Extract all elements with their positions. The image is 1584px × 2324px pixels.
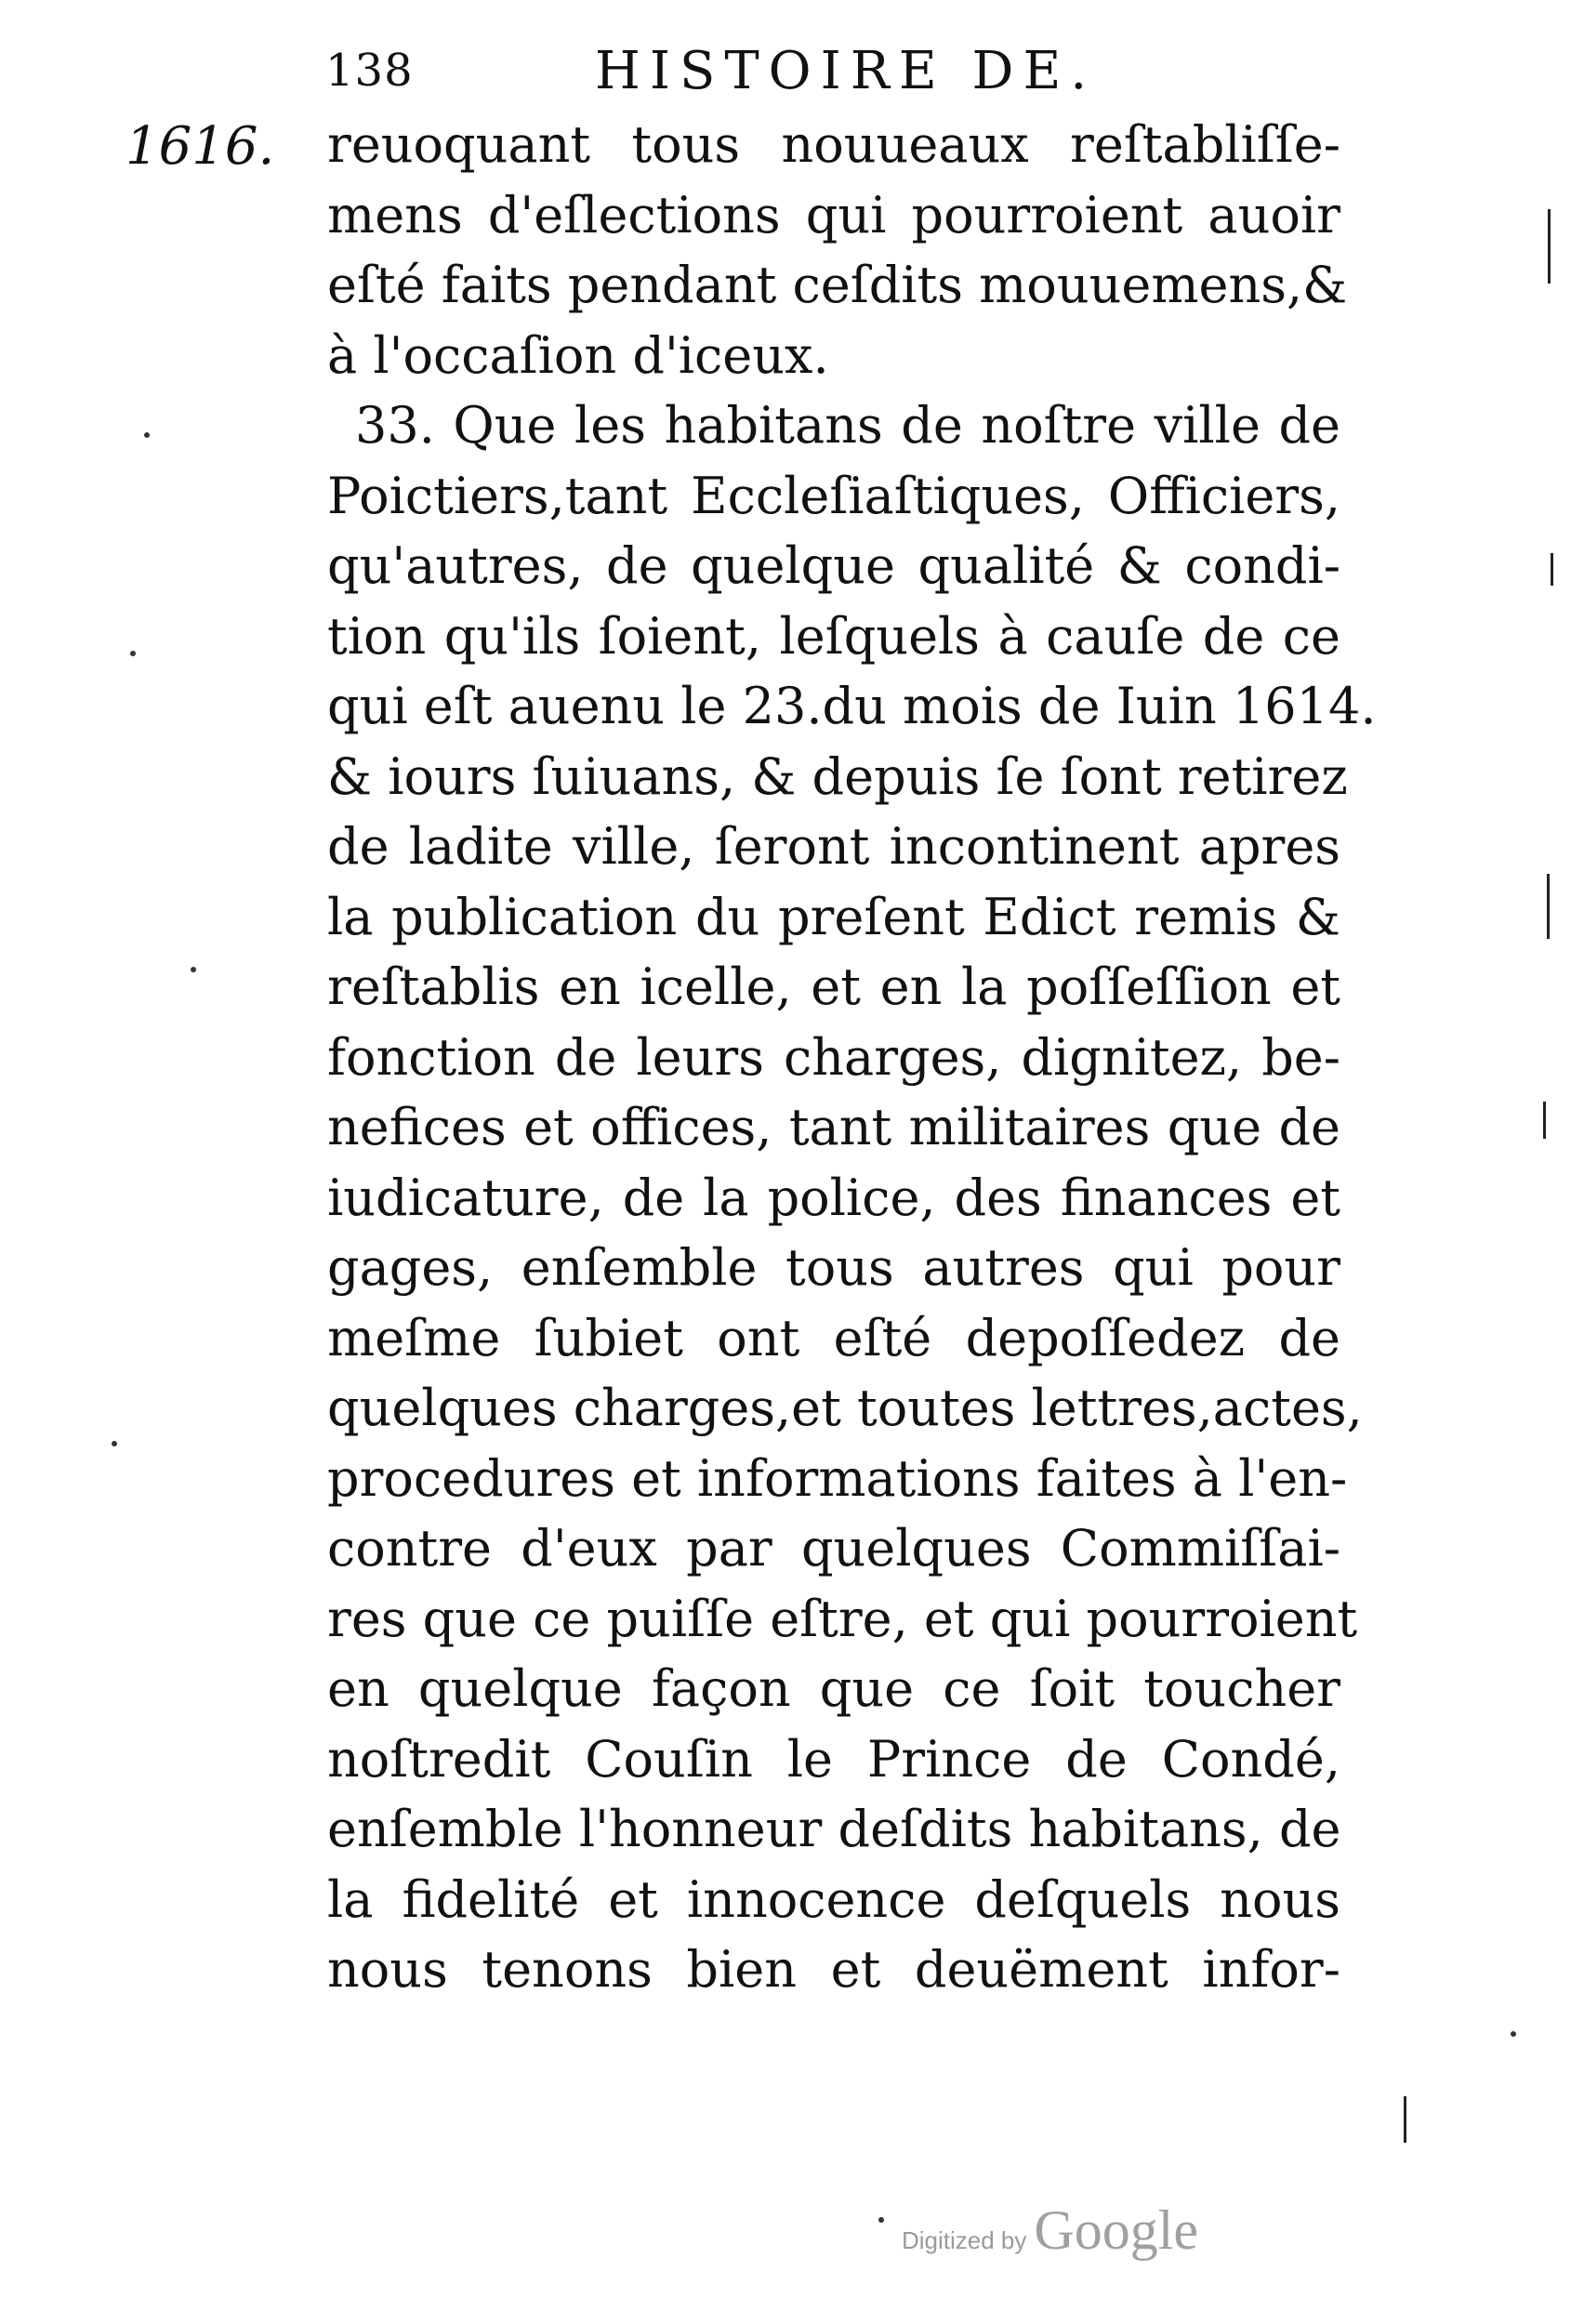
text-line: procedures et informations faites à l'en- xyxy=(327,1448,1348,1508)
text-line: qu'autres, de quelque qualité & condi- xyxy=(327,536,1340,595)
text-line: fonction de leurs charges, dignitez, be- xyxy=(327,1027,1340,1087)
scan-speck xyxy=(112,1441,117,1446)
text-line: noſtredit Couſin le Prince de Condé, xyxy=(327,1729,1340,1789)
text-line: la fidelité et innocence deſquels nous xyxy=(327,1869,1340,1929)
text-line: contre d'eux par quelques Commiſſai- xyxy=(327,1519,1340,1578)
text-line: iudicature, de la police, des finances et xyxy=(327,1168,1340,1227)
watermark-prefix: Digitized by xyxy=(902,2226,1027,2254)
scan-speck xyxy=(878,2217,884,2223)
google-logo: Google xyxy=(1034,2199,1199,2261)
text-line: enſemble l'honneur deſdits habitans, de xyxy=(327,1800,1341,1858)
scan-speck xyxy=(144,432,150,438)
margin-year-note: 1616. xyxy=(125,116,275,177)
running-head xyxy=(316,37,1115,112)
text-line: nous tenons bien et deuëment infor- xyxy=(327,1940,1340,1999)
scan-edge-mark xyxy=(1547,874,1550,939)
article-33-start: 33. Que les habitans de noſtre ville de xyxy=(355,396,1340,455)
text-line: à l'occaſion d'iceux. xyxy=(327,325,829,385)
text-line: mens d'eſlections qui pourroient auoir xyxy=(327,185,1340,244)
text-line: Poictiers,tant Eccleſiaſtiques, Officiers, xyxy=(327,466,1340,525)
text-line: eſté faits pendant ceſdits mouuemens,& xyxy=(327,256,1348,314)
scan-edge-mark xyxy=(1543,1102,1546,1139)
text-line: qui eſt auenu le 23.du mois de Iuin 1614. xyxy=(327,677,1377,735)
scan-speck xyxy=(1511,2031,1516,2037)
text-line: quelques charges,et toutes lettres,actes, xyxy=(327,1379,1363,1437)
text-line: de ladite ville, ſeront incontinent apres xyxy=(327,817,1340,876)
text-line: reſtablis en icelle, et en la poſſeſſion et xyxy=(327,957,1340,1016)
text-line: en quelque façon que ce ſoit toucher xyxy=(327,1659,1340,1718)
text-line: & iours ſuiuans, & depuis ſe ſont retirez xyxy=(327,746,1348,806)
text-line: meſme ſubiet ont eſté depoſſedez de xyxy=(327,1308,1340,1367)
text-line: nefices et offices, tant militaires que de xyxy=(327,1098,1340,1156)
scan-edge-mark xyxy=(1548,209,1551,284)
text-line: gages, enſemble tous autres qui pour xyxy=(327,1238,1340,1297)
scan-speck xyxy=(130,651,136,656)
text-line: tion qu'ils ſoient, leſquels à cauſe de ce xyxy=(327,606,1340,666)
text-line: la publication du preſent Edict remis & xyxy=(327,887,1340,946)
running-title: HISTOIRE DE. xyxy=(595,41,1097,101)
body-text xyxy=(327,110,1377,2005)
scan-edge-mark xyxy=(1404,2096,1406,2143)
page-number: 138 xyxy=(325,45,414,97)
text-line: reuoquant tous nouueaux reſtabliſſe- xyxy=(327,115,1340,174)
scan-edge-mark xyxy=(1551,553,1553,586)
scan-speck xyxy=(191,967,196,972)
digitized-by-google-watermark xyxy=(902,2199,1198,2264)
text-line: res que ce puiſſe eſtre, et qui pourroient xyxy=(327,1589,1358,1648)
